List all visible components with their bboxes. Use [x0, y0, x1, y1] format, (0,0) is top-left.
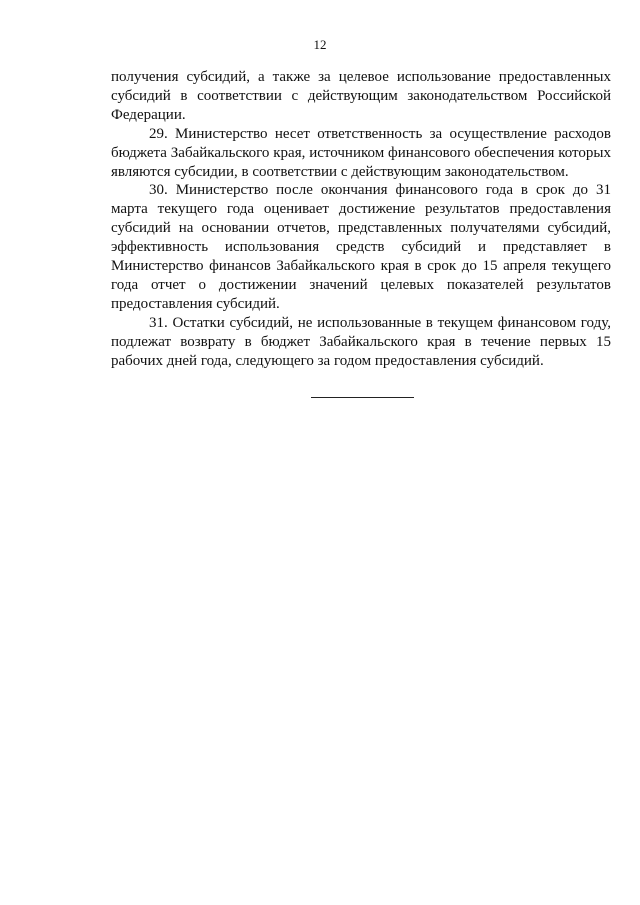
paragraph-31: 31. Остатки субсидий, не использованные в текущем финансовом году, подлежат возврату в бюджет Забайкальского края в течение первых 15 рабочих дней года, следующего за годом предоставления субсидий.: [111, 314, 611, 369]
end-of-document-rule: [311, 397, 414, 398]
paragraph-continuation: получения субсидий, а также за целевое использование предоставленных субсидий в соответствии с действующим законодательством Российской Федерации.: [111, 69, 611, 123]
paragraph-29: 29. Министерство несет ответственность за осуществление расходов бюджета Забайкальского края, источником финансового обеспечения которых являются субсидии, в соответствии с действующим законодательством.: [111, 125, 611, 180]
page-number: 12: [313, 37, 327, 52]
paragraph-30: 30. Министерство после окончания финансового года в срок до 31 марта текущего года оценивает достижение результатов предоставления субсидий на основании отчетов, представленных получателями субсидий, эффективность использования средств субсидий и представляет в Министерство финансов Забайкальского края в срок до 15 апреля текущего года отчет о достижении значений целевых показателей результатов предоставления субсидий.: [111, 182, 611, 312]
document-body: [111, 68, 611, 371]
